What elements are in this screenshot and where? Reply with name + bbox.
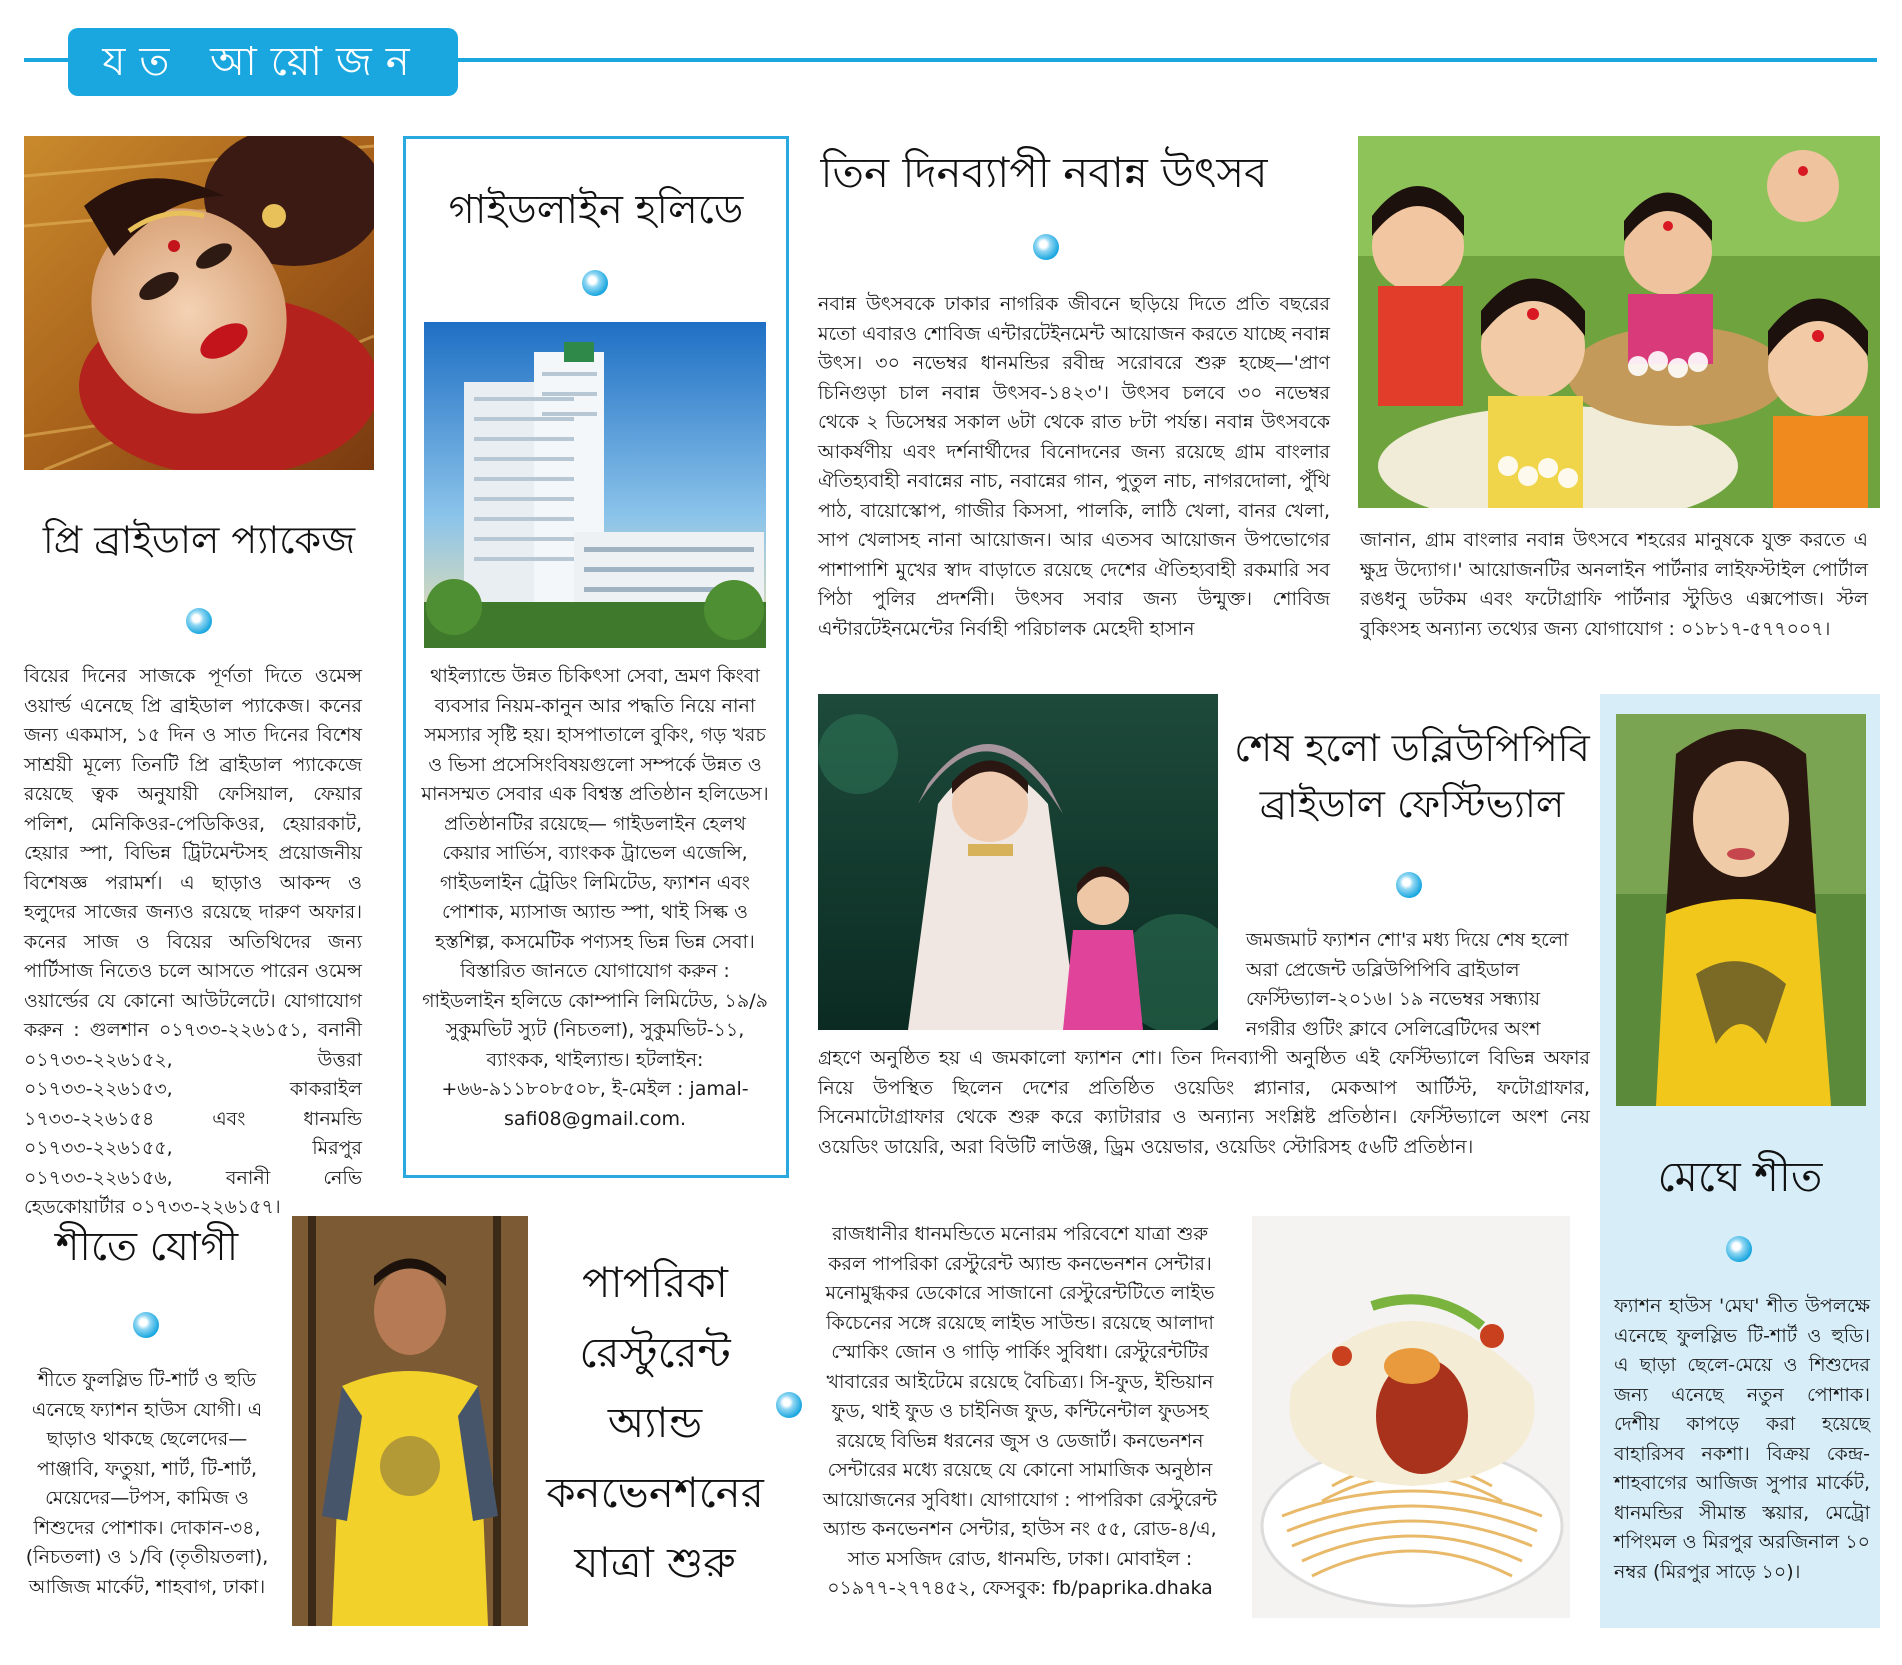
paprika-title-line2: রেস্টুরেন্ট xyxy=(579,1328,731,1377)
jogi-title: শীতে যোগী xyxy=(55,1224,239,1270)
guideline-holiday-title: গাইডলাইন হলিডে xyxy=(448,187,744,233)
jogi-body: শীতে ফুলস্লিভ টি-শার্ট ও হুডি এনেছে ফ্যাশন হাউস যোগী। এ ছাড়াও থাকছে ছেলেদের— পাঞ্জাবি, ফতুয়া, শার্ট, টি-শার্ট, মেয়েদের—টপস, কামিজ ও শিশুদের পোশাক। দোকান-৩৪, (নিচতলা) ও ১/বি (তৃতীয়তলা), আজিজ মার্কেট, শাহবাগ, ঢাকা। xyxy=(25,1369,269,1598)
children-festival-photo xyxy=(1358,136,1880,508)
meghe-sheet-title: মেঘে শীত xyxy=(1657,1152,1823,1201)
blue-orb-bullet-icon xyxy=(186,608,212,634)
section-tab: যত আয়োজন xyxy=(68,28,458,96)
wppb-body-bottom: গ্রহণে অনুষ্ঠিত হয় এ জমকালো ফ্যাশন শো। তিন দিনব্যাপী অনুষ্ঠিত এই ফেস্টিভ্যালে বিভিন্ন অফার নিয়ে উপস্থিত ছিলেন দেশের প্রতিষ্ঠিত ওয়েডিং প্ল্যানার, মেকআপ আর্টিস্ট, ফটোগ্রাফার, সিনেমাটোগ্রাফার থেকে শুরু করে ক্যাটারার ও অন্যান্য সংশ্লিষ্ট প্রতিষ্ঠান। ফেস্টিভ্যালে অংশ নেয় ওয়েডিং ডায়েরি, অরা বিউটি লাউঞ্জ, ড্রিম ওয়েভার, ওয়েডিং স্টোরিসহ ৫৬টি প্রতিষ্ঠান। xyxy=(818,1047,1590,1158)
pasta-dish-photo xyxy=(1252,1216,1570,1618)
paprika-title-line3: অ্যান্ড xyxy=(607,1398,703,1447)
paprika-title-line1: পাপরিকা xyxy=(582,1258,728,1307)
wppb-title-line1: শেষ হলো ডব্লিউপিপিবি xyxy=(1234,726,1590,770)
blue-orb-bullet-icon xyxy=(1033,234,1059,260)
fashion-show-photo xyxy=(818,694,1218,1030)
hospital-building-photo xyxy=(424,322,766,648)
paprika-title-line4: কনভেনশনের xyxy=(546,1468,764,1517)
paprika-body: রাজধানীর ধানমন্ডিতে মনোরম পরিবেশে যাত্রা শুরু করল পাপরিকা রেস্টুরেন্ট অ্যান্ড কনভেনশন সেন্টার। মনোমুগ্ধকর ডেকোরে সাজানো রেস্টুরেন্টটিতে লাইভ কিচেনের সঙ্গে রয়েছে লাইভ সাউন্ড। রয়েছে আলাদা স্মোকিং জোন ও গাড়ি পার্কিং সুবিধা। রেস্টুরেন্টটির খাবারের আইটেমে রয়েছে বৈচিত্র্য। সি-ফুড, ইন্ডিয়ান ফুড, থাই ফুড ও চাইনিজ ফুড, কন্টিনেন্টাল ফুডসহ রয়েছে বিভিন্ন ধরনের জুস ও ডেজার্ট। কনভেনশন সেন্টারের মধ্যে রয়েছে যে কোনো সামাজিক অনুষ্ঠান আয়োজনের সুবিধা। যোগাযোগ : পাপরিকা রেস্টুরেন্ট অ্যান্ড কনভেনশন সেন্টার, হাউস নং ৫৫, রোড-৪/এ, সাত মসজিদ রোড, ধানমন্ডি, ঢাকা। মোবাইল : ০১৯৭৭-২৭৭৪৫২, ফেসবুক: fb/paprika.dhaka xyxy=(822,1223,1218,1599)
bridal-package-title: প্রি ব্রাইডাল প্যাকেজ xyxy=(42,518,356,562)
model-yellow-shirt-photo xyxy=(1616,714,1866,1106)
nabanna-body-left: নবান্ন উৎসবকে ঢাকার নাগরিক জীবনে ছড়িয়ে দিতে প্রতি বছরের মতো এবারও শোবিজ এন্টারটেইনমেন্ট আয়োজন করতে যাচ্ছে নবান্ন উৎস। ৩০ নভেম্বর ধানমন্ডির রবীন্দ্র সরোবরে শুরু হচ্ছে—'প্রাণ চিনিগুড়া চাল নবান্ন উৎসব-১৪২৩'। উৎসব চলবে ৩০ নভেম্বর থেকে ২ ডিসেম্বর সকাল ৬টা থেকে রাত ৮টা পর্যন্ত। নবান্ন উৎসবকে আকর্ষণীয় এবং দর্শনার্থীদের বিনোদনের জন্য রয়েছে গ্রাম বাংলার ঐতিহ্যবাহী নবান্নের নাচ, নবান্নের গান, পুতুল নাচ, নাগরদোলা, পুঁথি পাঠ, বায়োস্কোপ, গাজীর কিসসা, পালকি, লাঠি খেলা, বানর খেলা, সাপ খেলাসহ নানা আয়োজন। আর এতসব আয়োজন উপভোগের পাশাপাশি মুখের স্বাদ বাড়াতে রয়েছে দেশের ঐতিহ্যবাহী রকমারি সব পিঠা পুলির প্রদর্শনী। উৎসব সবার জন্য উন্মুক্ত। শোবিজ এন্টারটেইনমেন্টের নির্বাহী পরিচালক মেহেদী হাসান xyxy=(818,293,1330,640)
paprika-title-line5: যাত্রা শুরু xyxy=(574,1538,736,1587)
blue-orb-bullet-icon xyxy=(1726,1236,1752,1262)
nabanna-body-right: জানান, গ্রাম বাংলার নবান্ন উৎসবে শহরের মানুষকে যুক্ত করতে এ ক্ষুদ্র উদ্যোগ।' আয়োজনটির অনলাইন পার্টনার লাইফস্টাইল পোর্টাল রঙধনু ডটকম এবং ফটোগ্রাফি পার্টনার স্টুডিও এক্সপোজ। স্টল বুকিংসহ অন্যান্য তথ্যের জন্য যোগাযোগ : ০১৮১৭-৫৭৭০০৭। xyxy=(1360,529,1868,640)
wppb-title-line2: ব্রাইডাল ফেস্টিভ্যাল xyxy=(1259,782,1565,826)
guideline-holiday-body: থাইল্যান্ডে উন্নত চিকিৎসা সেবা, ভ্রমণ কিংবা ব্যবসার নিয়ম-কানুন আর পদ্ধতি নিয়ে নানা সমস্যার সৃষ্টি হয়। হাসপাতালে বুকিং, গড় খরচ ও ভিসা প্রসেসিংবিষয়গুলো সম্পর্কে উন্নত ও মানসম্মত সেবার এক বিশ্বস্ত প্রতিষ্ঠান হলিডেস। প্রতিষ্ঠানটির রয়েছে— গাইডলাইন হেলথ কেয়ার সার্ভিস, ব্যাংকক ট্রাভেল এজেন্সি, গাইডলাইন ট্রেডিং লিমিটেড, ফ্যাশন এবং পোশাক, ম্যাসাজ অ্যান্ড স্পা, থাই সিল্ক ও হস্তশিল্প, কসমেটিক পণ্যসহ ভিন্ন ভিন্ন সেবা। বিস্তারিত জানতে যোগাযোগ করুন : গাইডলাইন হলিডে কোম্পানি লিমিটেড, ১৯/৯ সুকুমভিট স্যুট (নিচতলা), সুকুমভিট-১১, ব্যাংকক, থাইল্যান্ড। হটলাইন: +৬৬-৯১১৮০৮৫০৮, ই-মেইল : jamal-safi08@gmail.com. xyxy=(421,665,769,1130)
blue-orb-bullet-icon xyxy=(582,270,608,296)
blue-orb-bullet-icon xyxy=(133,1312,159,1338)
bride-photo xyxy=(24,136,374,470)
blue-orb-bullet-icon xyxy=(1396,872,1422,898)
model-tshirt-photo xyxy=(292,1216,528,1626)
blue-orb-bullet-icon xyxy=(776,1392,802,1418)
bridal-package-body: বিয়ের দিনের সাজকে পূর্ণতা দিতে ওমেন্স ওয়ার্ল্ড এনেছে প্রি ব্রাইডাল প্যাকেজ। কনের জন্য একমাস, ১৫ দিন ও সাত দিনের বিশেষ সাশ্রয়ী মূল্যে তিনটি প্রি ব্রাইডাল প্যাকেজে রয়েছে ত্বক অনুযায়ী ফেসিয়াল, ফেয়ার পলিশ, মেনিকিওর-পেডিকিওর, হেয়ারকাট, হেয়ার স্পা, বিভিন্ন ট্রিটমেন্টসহ প্রয়োজনীয় বিশেষজ্ঞ পরামর্শ। এ ছাড়াও আকন্দ ও হলুদের সাজের জন্যও রয়েছে দারুণ অফার। কনের সাজ ও বিয়ের অতিথিদের জন্য পার্টিসাজ নিতেও চলে আসতে পারেন ওমেন্স ওয়ার্ল্ডের যে কোনো আউটলেটে। যোগাযোগ করুন : গুলশান ০১৭৩৩-২২৬১৫১, বনানী ০১৭৩৩-২২৬১৫২, উত্তরা ০১৭৩৩-২২৬১৫৩, কাকরাইল ১৭৩৩-২২৬১৫৪ এবং ধানমন্ডি ০১৭৩৩-২২৬১৫৫, মিরপুর ০১৭৩৩-২২৬১৫৬, বনানী নেভি হেডকোয়ার্টার ০১৭৩৩-২২৬১৫৭। xyxy=(24,665,362,1218)
wppb-body-top: জমজমাট ফ্যাশন শো'র মধ্য দিয়ে শেষ হলো অরা প্রেজেন্ট ডব্লিউপিপিবি ব্রাইডাল ফেস্টিভ্যাল-২০১৬। ১৯ নভেম্বর সন্ধ্যায় নগরীর গুটিং ক্লাবে সেলিব্রেটিদের অংশ xyxy=(1246,929,1569,1040)
meghe-sheet-body: ফ্যাশন হাউস 'মেঘ' শীত উপলক্ষে এনেছে ফুলস্লিভ টি-শার্ট ও হুডি। এ ছাড়া ছেলে-মেয়ে ও শিশুদের জন্য এনেছে নতুন পোশাক। দেশীয় কাপড়ে করা হয়েছে বাহারিসব নকশা। বিক্রয় কেন্দ্র- শাহবাগের আজিজ সুপার মার্কেট, ধানমন্ডির সীমান্ত স্কয়ার, মেট্রো শপিংমল ও মিরপুর অরজিনাল ১০ নম্বর (মিরপুর সাড়ে ১০)। xyxy=(1614,1295,1870,1583)
nabanna-title: তিন দিনব্যাপী নবান্ন উৎসব xyxy=(820,148,1268,197)
